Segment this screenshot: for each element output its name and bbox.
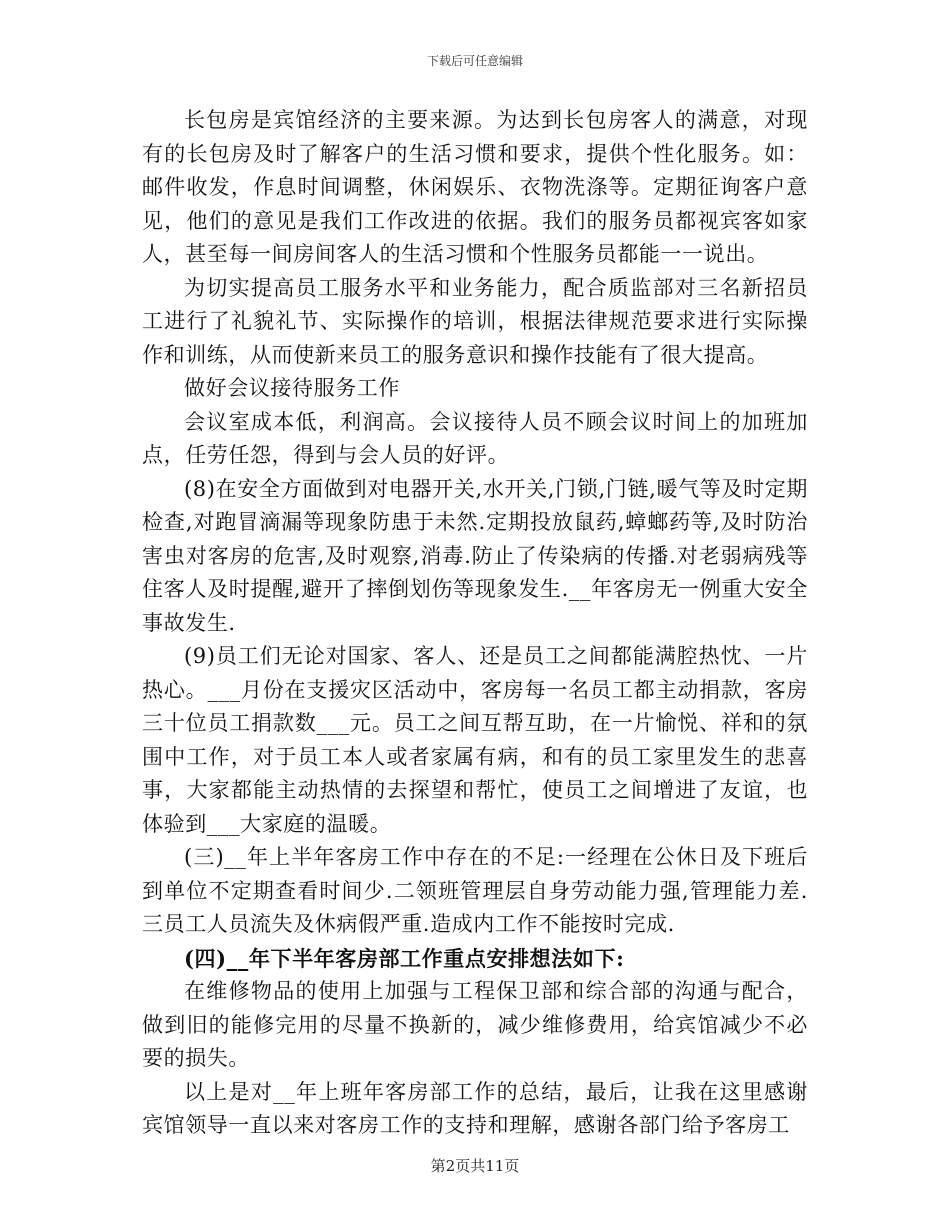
page-number: 第2页共11页 — [430, 1157, 520, 1175]
document-body — [142, 104, 808, 1143]
paragraph-safety: (8)在安全方面做到对电器开关,水开关,门锁,门链,暖气等及时定期检查,对跑冒滴漏等现象防患于未然.定期投放鼠药,蟑螂药等,及时防治害虫对客房的危害,及时观察,消毒.防止了传染病的传播.对老弱病残等住客人及时提醒,避开了摔倒划伤等现象发生.__年客房无一例重大安全事故发生. — [142, 476, 808, 635]
paragraph-shortcomings: (三)__年上半年客房工作中存在的不足:一经理在公休日及下班后到单位不定期查看时间少.二领班管理层自身劳动能力强,管理能力差.三员工人员流失及休病假严重.造成内工作不能按时完成. — [142, 845, 808, 936]
paragraph-staff-care: (9)员工们无论对国家、客人、还是员工之间都能满腔热忱、一片热心。___月份在支援灾区活动中，客房每一名员工都主动捐款，客房三十位员工捐款数___元。员工之间互帮互助，在一片愉悦、祥和的氛围中工作，对于员工本人或者家属有病，和有的员工家里发生的悲喜事，大家都能主动热情的去探望和帮忙，使员工之间增进了友谊，也体验到___大家庭的温暖。 — [142, 644, 808, 836]
paragraph-meeting-service: 会议室成本低，利润高。会议接待人员不顾会议时间上的加班加点，任劳任怨，得到与会人员的好评。 — [142, 409, 808, 467]
paragraph-closing: 以上是对__年上班年客房部工作的总结，最后，让我在这里感谢宾馆领导一直以来对客房工作的支持和理解，感谢各部门给予客房工 — [142, 1079, 808, 1137]
paragraph-meeting-heading: 做好会议接待服务工作 — [184, 376, 400, 400]
page-header: 下载后可任意编辑 — [426, 54, 523, 68]
paragraph-long-stay-rooms: 长包房是宾馆经济的主要来源。为达到长包房客人的满意，对现有的长包房及时了解客户的生活习惯和要求，提供个性化服务。如：邮件收发，作息时间调整，休闲娱乐、衣物洗涤等。定期征询客户意见，他们的意见是我们工作改进的依据。我们的服务员都视宾客如家人，甚至每一间房间客人的生活习惯和个性服务员都能一一说出。 — [142, 108, 808, 266]
section-heading-plans: (四)__年下半年客房部工作重点安排想法如下: — [184, 945, 625, 971]
paragraph-staff-training: 为切实提高员工服务水平和业务能力，配合质监部对三名新招员工进行了礼貌礼节、实际操作的培训，根据法律规范要求进行实际操作和训练，从而使新来员工的服务意识和操作技能有了很大提高。 — [142, 275, 808, 367]
paragraph-maintenance: 在维修物品的使用上加强与工程保卫部和综合部的沟通与配合，做到旧的能修完用的尽量不换新的，减少维修费用，给宾馆减少不必要的损失。 — [142, 979, 808, 1070]
